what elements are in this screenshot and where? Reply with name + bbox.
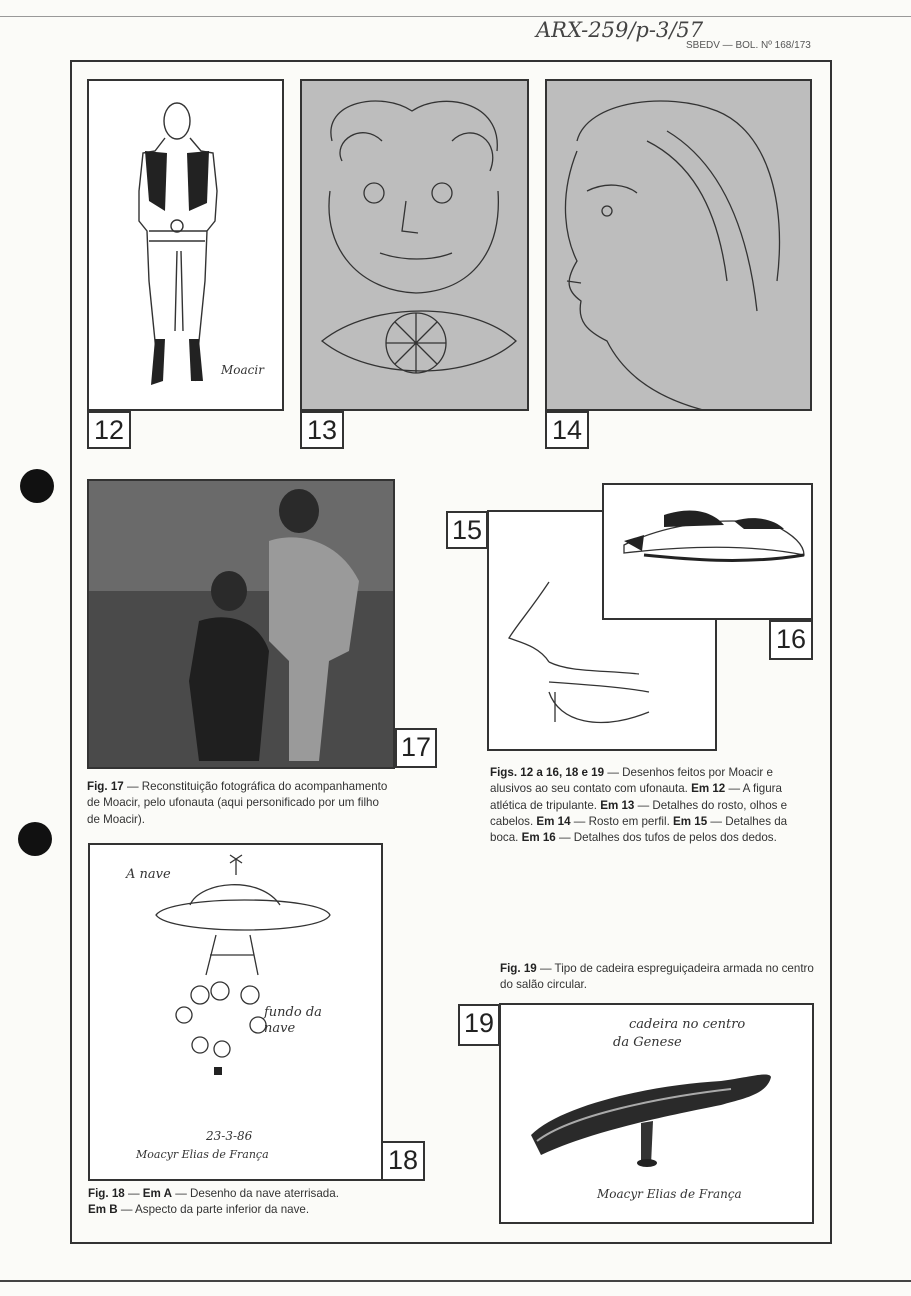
caption-fig-18-text-b: — Aspecto da parte inferior da nave. — [117, 1203, 310, 1217]
punch-hole-bottom — [18, 822, 52, 856]
caption-fig-18-em-a: Em A — [142, 1187, 172, 1200]
archive-reference: ARX-259/p-3/57 — [536, 18, 704, 42]
caption-figs-text-4: — Rosto em perfil. — [570, 814, 674, 828]
fig-19-note-line-2: da Genese — [613, 1035, 682, 1050]
caption-figs-text-2: — A figura atlética de tripulante. — [490, 782, 782, 812]
fig-19-note-line-1: cadeira no centro — [629, 1017, 746, 1032]
caption-figs-text-1: — Desenhos feitos por Moacir e alusivos ao seu contato com ufonauta. — [490, 766, 773, 796]
panel-number-16: 16 — [769, 620, 813, 660]
caption-fig-18-em-b: Em B — [88, 1203, 118, 1217]
caption-fig-18-label: Fig. 18 — [88, 1187, 125, 1200]
bulletin-header: SBEDV — BOL. Nº 168/173 — [686, 40, 811, 51]
caption-fig-19-label: Fig. 19 — [500, 962, 537, 975]
profile-face-sketch — [547, 81, 812, 411]
caption-fig-17-label: Fig. 17 — [87, 780, 124, 793]
fig-18-label-a: A nave — [126, 867, 171, 882]
fig-18-signature: Moacyr Elias de França — [136, 1148, 269, 1161]
caption-figs-text-6: — Detalhes dos tufos de pelos dos dedos. — [555, 831, 777, 845]
panel-number-17: 17 — [395, 728, 437, 768]
caption-em14: Em 14 — [536, 814, 571, 828]
top-rule — [0, 16, 911, 17]
caption-fig-18: Fig. 18 — Em A — Desenho da nave aterrisada. Em B — Aspecto da parte inferior da nave. — [88, 1187, 339, 1217]
finger-hair-sketch — [604, 485, 813, 620]
face-and-eye-sketch — [302, 81, 529, 411]
caption-figs-12-19 — [490, 765, 813, 846]
panel-number-12: 12 — [87, 411, 131, 449]
caption-em13: Em 13 — [600, 798, 635, 812]
photo-figures — [89, 481, 395, 769]
caption-fig-17 — [87, 779, 393, 828]
caption-fig-19 — [500, 961, 818, 994]
panel-number-14: 14 — [545, 411, 589, 449]
fig-19-signature: Moacyr Elias de França — [597, 1187, 742, 1201]
caption-em16: Em 16 — [521, 831, 556, 845]
panel-number-15: 15 — [446, 511, 488, 549]
figure-12-drawing — [87, 79, 284, 411]
figure-18-drawing — [88, 843, 383, 1181]
figure-19-drawing — [499, 1003, 814, 1224]
fig-18-label-b: fundo da nave — [264, 1005, 322, 1036]
panel-number-13: 13 — [300, 411, 344, 449]
figure-12-signature: Moacir — [221, 363, 264, 377]
caption-figs-text-5: — Detalhes da boca. — [490, 814, 788, 845]
figure-14-drawing — [545, 79, 812, 411]
caption-fig-19-text: — Tipo de cadeira espreguiçadeira armada no centro do salão circular. — [500, 962, 814, 992]
caption-figs-label: Figs. 12 a 16, 18 e 19 — [490, 766, 605, 779]
caption-fig-17-text: — Reconstituição fotográfica do acompanhamento de Moacir, pelo ufonauta (aqui personificado por um filho de Moacir). — [87, 780, 388, 826]
punch-hole-top — [20, 469, 54, 503]
figure-13-drawing — [300, 79, 529, 411]
panel-number-19: 19 — [458, 1004, 500, 1046]
bottom-rule — [0, 1280, 911, 1282]
caption-em12: Em 12 — [691, 782, 726, 796]
caption-em15: Em 15 — [673, 814, 708, 828]
figure-17-photo — [87, 479, 395, 769]
caption-figs-text-3: — Detalhes do rosto, olhos e cabelos. — [490, 798, 788, 828]
figure-16-drawing — [602, 483, 813, 620]
caption-fig-18-text-a: — Desenho da nave aterrisada. — [172, 1187, 339, 1200]
panel-number-18: 18 — [381, 1141, 425, 1181]
crew-member-sketch — [89, 81, 284, 411]
fig-18-date: 23-3-86 — [206, 1129, 253, 1143]
